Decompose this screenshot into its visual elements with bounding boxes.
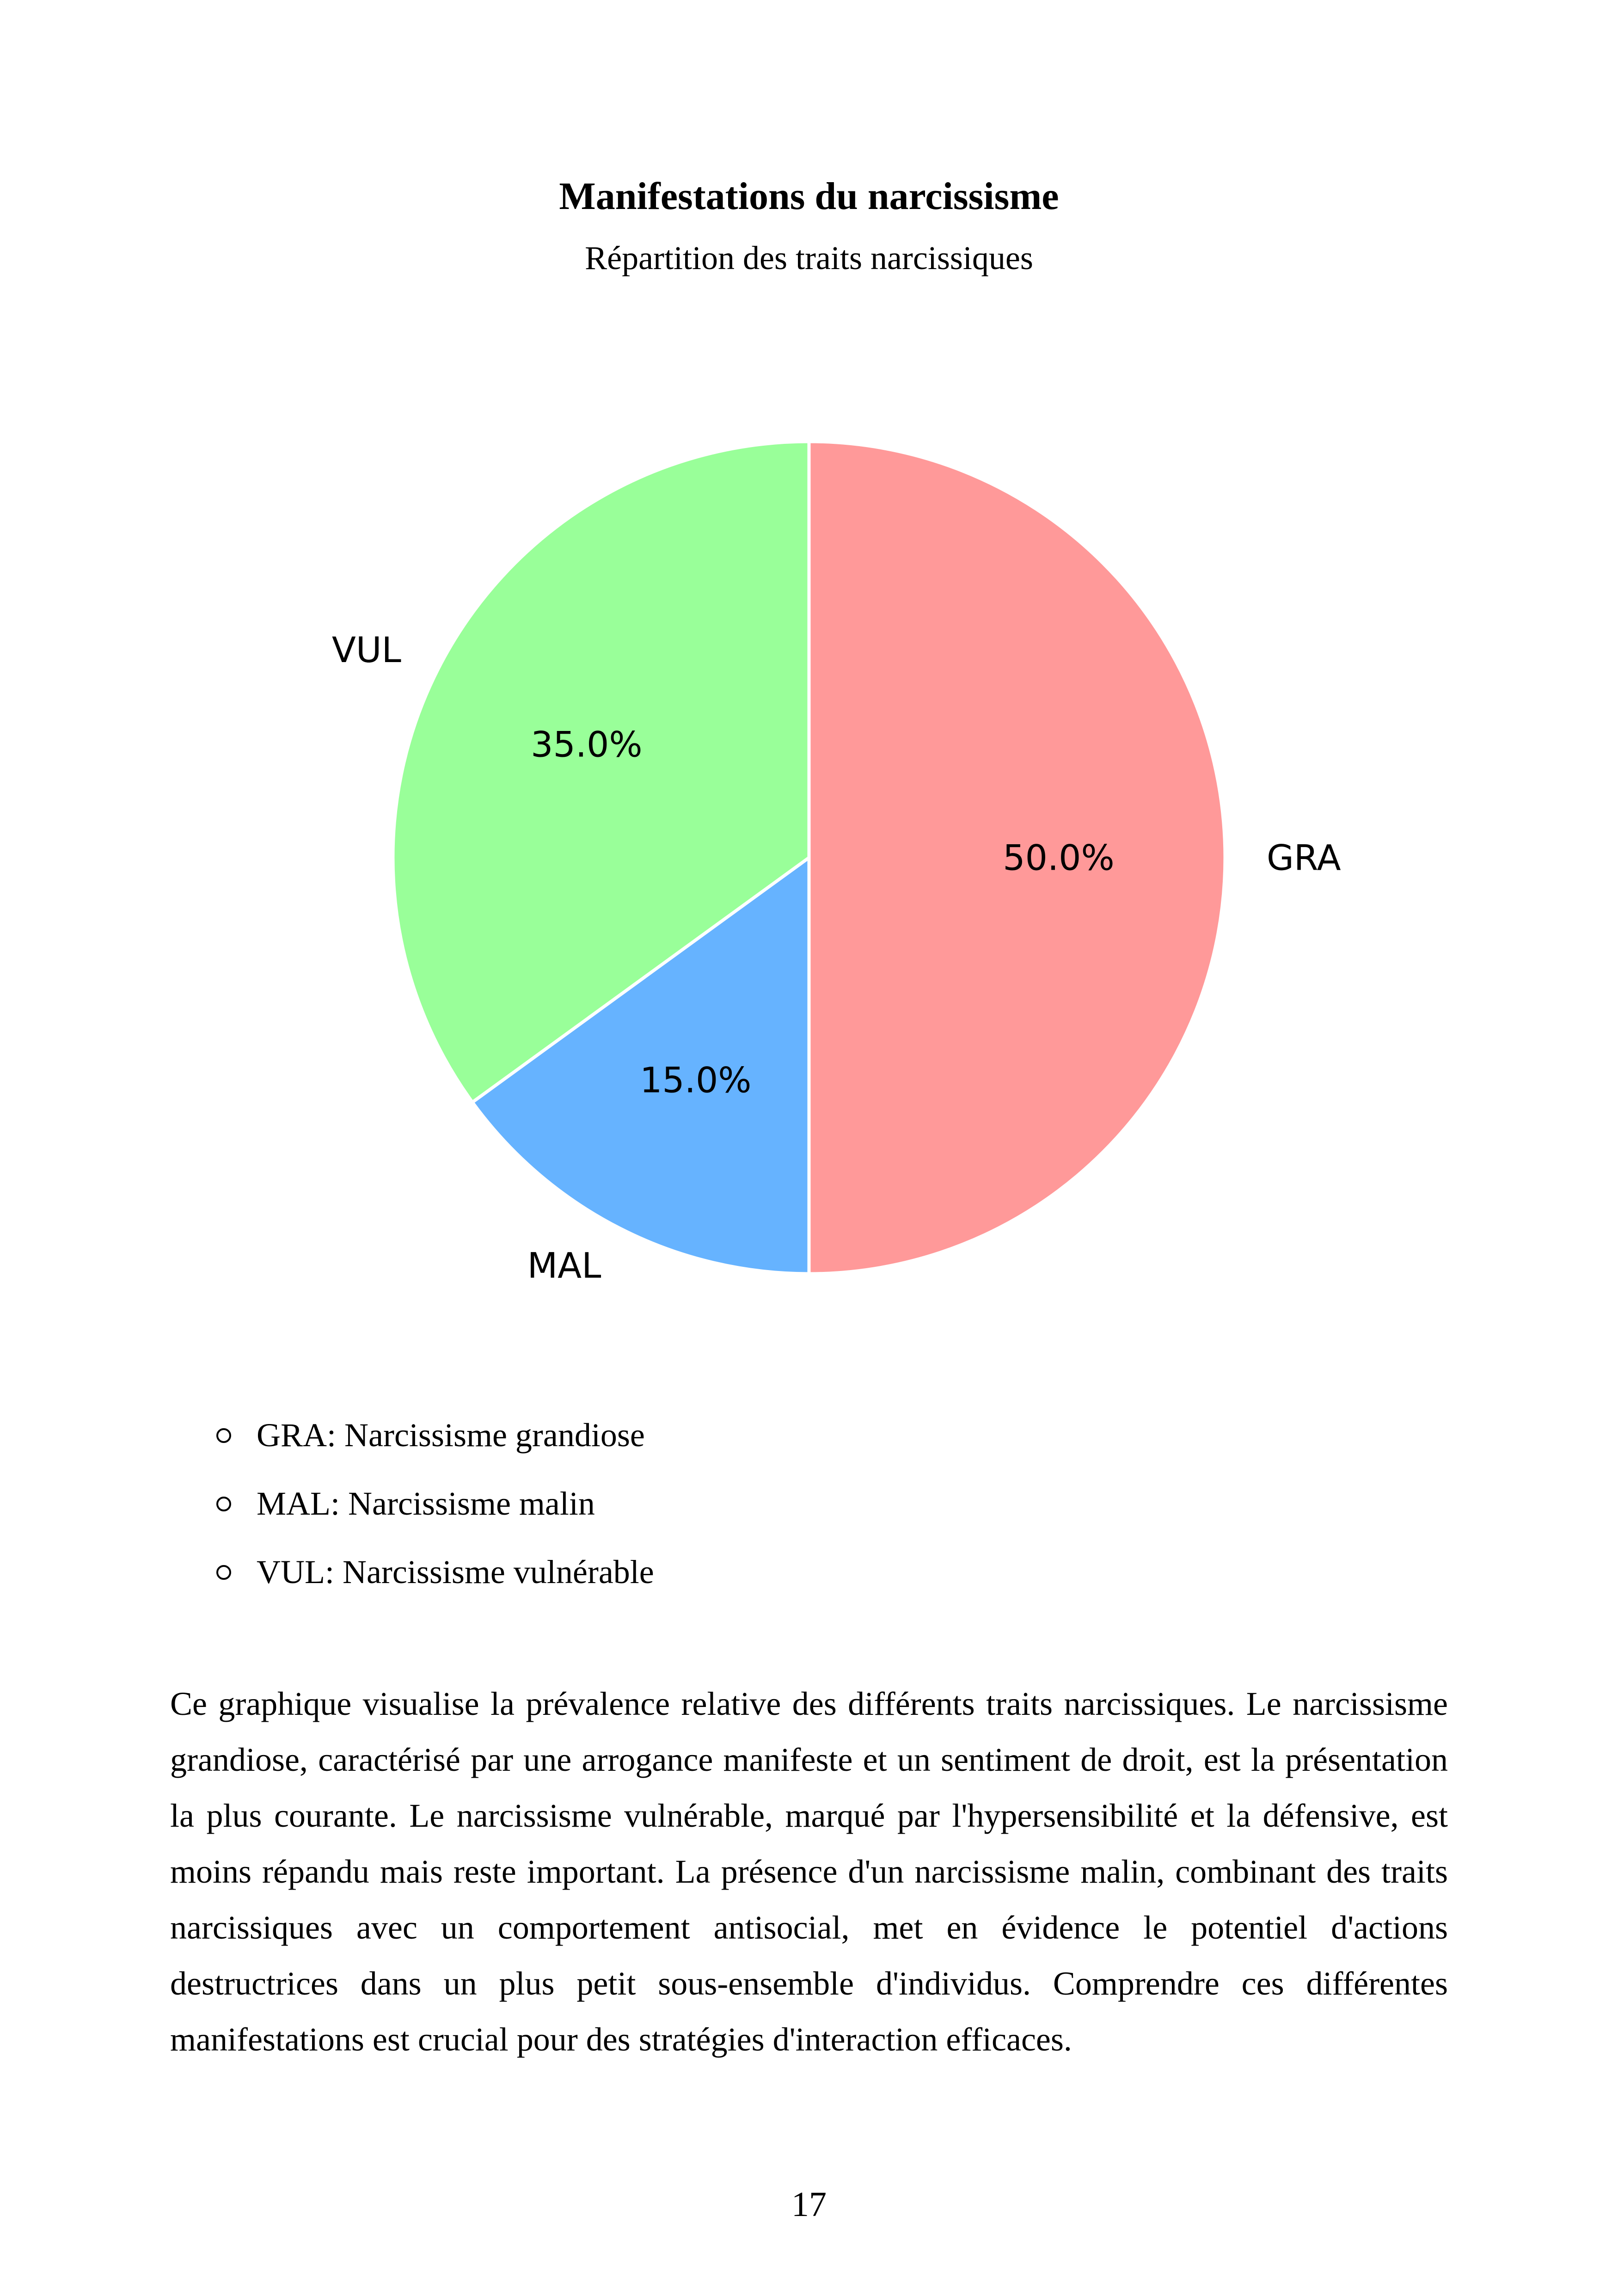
slice-category-label: GRA	[1267, 837, 1341, 878]
legend-item-vul	[213, 1538, 654, 1606]
page-title: Manifestations du narcissisme	[559, 175, 1059, 218]
page-subtitle: Répartition des traits narcissiques	[585, 239, 1033, 276]
page-number: 17	[791, 2185, 827, 2224]
slice-percent-label: 35.0%	[531, 724, 643, 765]
description-paragraph: Ce graphique visualise la prévalence relative des différents traits narcissiques. Le narcissisme grandiose, caractérisé par une arrogance manifeste et un sentiment de droit, est la présentation la plus courante. Le narcissisme vulnérable, marqué par l'hypersensibilité et la défensive, est moins répandu mais reste important. La présence d'un narcissisme malin, combinant des traits narcissiques avec un comportement antisocial, met en évidence le potentiel d'actions destructrices dans un plus petit sous-ensemble d'individus. Comprendre ces différentes manifestations est crucial pour des stratégies d'interaction efficaces.	[170, 1685, 1448, 2058]
legend-text: GRA: Narcissisme grandiose	[257, 1417, 645, 1454]
legend-item-mal	[213, 1469, 654, 1538]
legend-text: VUL: Narcissisme vulnérable	[257, 1553, 654, 1590]
circle-bullet-icon	[216, 1565, 231, 1580]
legend-list	[213, 1401, 654, 1606]
legend-text: MAL: Narcissisme malin	[257, 1485, 595, 1522]
circle-bullet-icon	[216, 1497, 231, 1511]
slice-category-label: VUL	[331, 629, 401, 670]
slice-category-label: MAL	[527, 1245, 601, 1286]
slice-percent-label: 15.0%	[640, 1059, 752, 1101]
legend-item-gra	[213, 1401, 654, 1469]
circle-bullet-icon	[216, 1428, 231, 1443]
slice-percent-label: 50.0%	[1003, 837, 1115, 878]
